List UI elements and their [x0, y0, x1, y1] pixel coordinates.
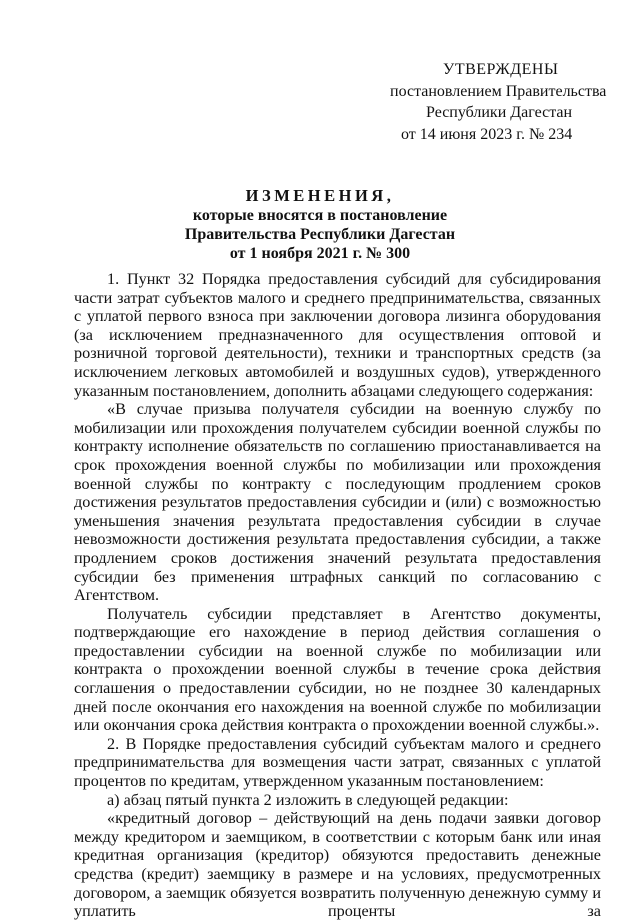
- paragraph-2: «В случае призыва получателя субсидии на военную службу по мобилизации или прохождения получателем субсидии военной службы по контракту исполнение обязательств по соглашению приостанавливается на срок прохождения военной службы по мобилизации или прохождения военной службы по контракту с последующим продлением сроков достижения результатов предоставления субсидии и (или) с возможностью уменьшения значения результата предоставления субсидии в случае невозможности достижения результата предоставления субсидии, а также продлением сроков достижения значений результата предоставления субсидии без применения штрафных санкций по согласованию с Агентством.: [74, 400, 601, 605]
- paragraph-3: Получатель субсидии представляет в Агентство документы, подтверждающие его нахождение в период действия соглашения о предоставлении субсидии на военной службе по мобилизации или контракта о прохождении военной службы в течение срока действия соглашения о предоставлении субсидии, но не позднее 30 календарных дней после окончания его нахождения на военной службе по мобилизации или окончания срока действия контракта о прохождении военной службы.».: [74, 604, 601, 735]
- document-body: [74, 270, 601, 921]
- paragraph-5: а) абзац пятый пункта 2 изложить в следующей редакции:: [107, 790, 509, 809]
- heading-line-3: от 1 ноября 2021 г. № 300: [229, 245, 411, 262]
- approval-line-2: Республики Дагестан: [426, 104, 573, 121]
- approval-title: УТВЕРЖДЕНЫ: [443, 61, 559, 78]
- paragraph-1: 1. Пункт 32 Порядка предоставления субсидий для субсидирования части затрат субъектов малого и среднего предпринимательства, связанных с уплатой первого взноса при заключении договора лизинга оборудования (за исключением предназначенного для осуществления оптовой и розничной торговой деятельности), техники и транспортных средств (за исключением легковых автомобилей и воздушных судов), утвержденного указанным постановлением, дополнить абзацами следующего содержания:: [74, 270, 601, 400]
- heading-line-1: которые вносятся в постановление: [192, 207, 448, 224]
- approval-line-3: от 14 июня 2023 г. № 234: [401, 126, 573, 143]
- heading-line-2: Правительства Республики Дагестан: [184, 226, 456, 243]
- heading-title: ИЗМЕНЕНИЯ,: [245, 186, 395, 205]
- paragraph-6: «кредитный договор – действующий на день подачи заявки договор между кредитором и заемщиком, в соответствии с которым банк или иная кредитная организация (кредитор) обязуются предоставить денежные средства (кредит) заемщику в размере и на условиях, предусмотренных договором, а заемщик обязуется возвратить полученную денежную сумму и уплатить проценты за: [74, 809, 601, 921]
- paragraph-4: 2. В Порядке предоставления субсидий субъектам малого и среднего предпринимательства для возмещения части затрат, связанных с уплатой процентов по кредитам, утвержденном указанным постановлением:: [74, 734, 601, 791]
- document-heading: [0, 186, 640, 263]
- approval-line-1: постановлением Правительства: [390, 83, 607, 100]
